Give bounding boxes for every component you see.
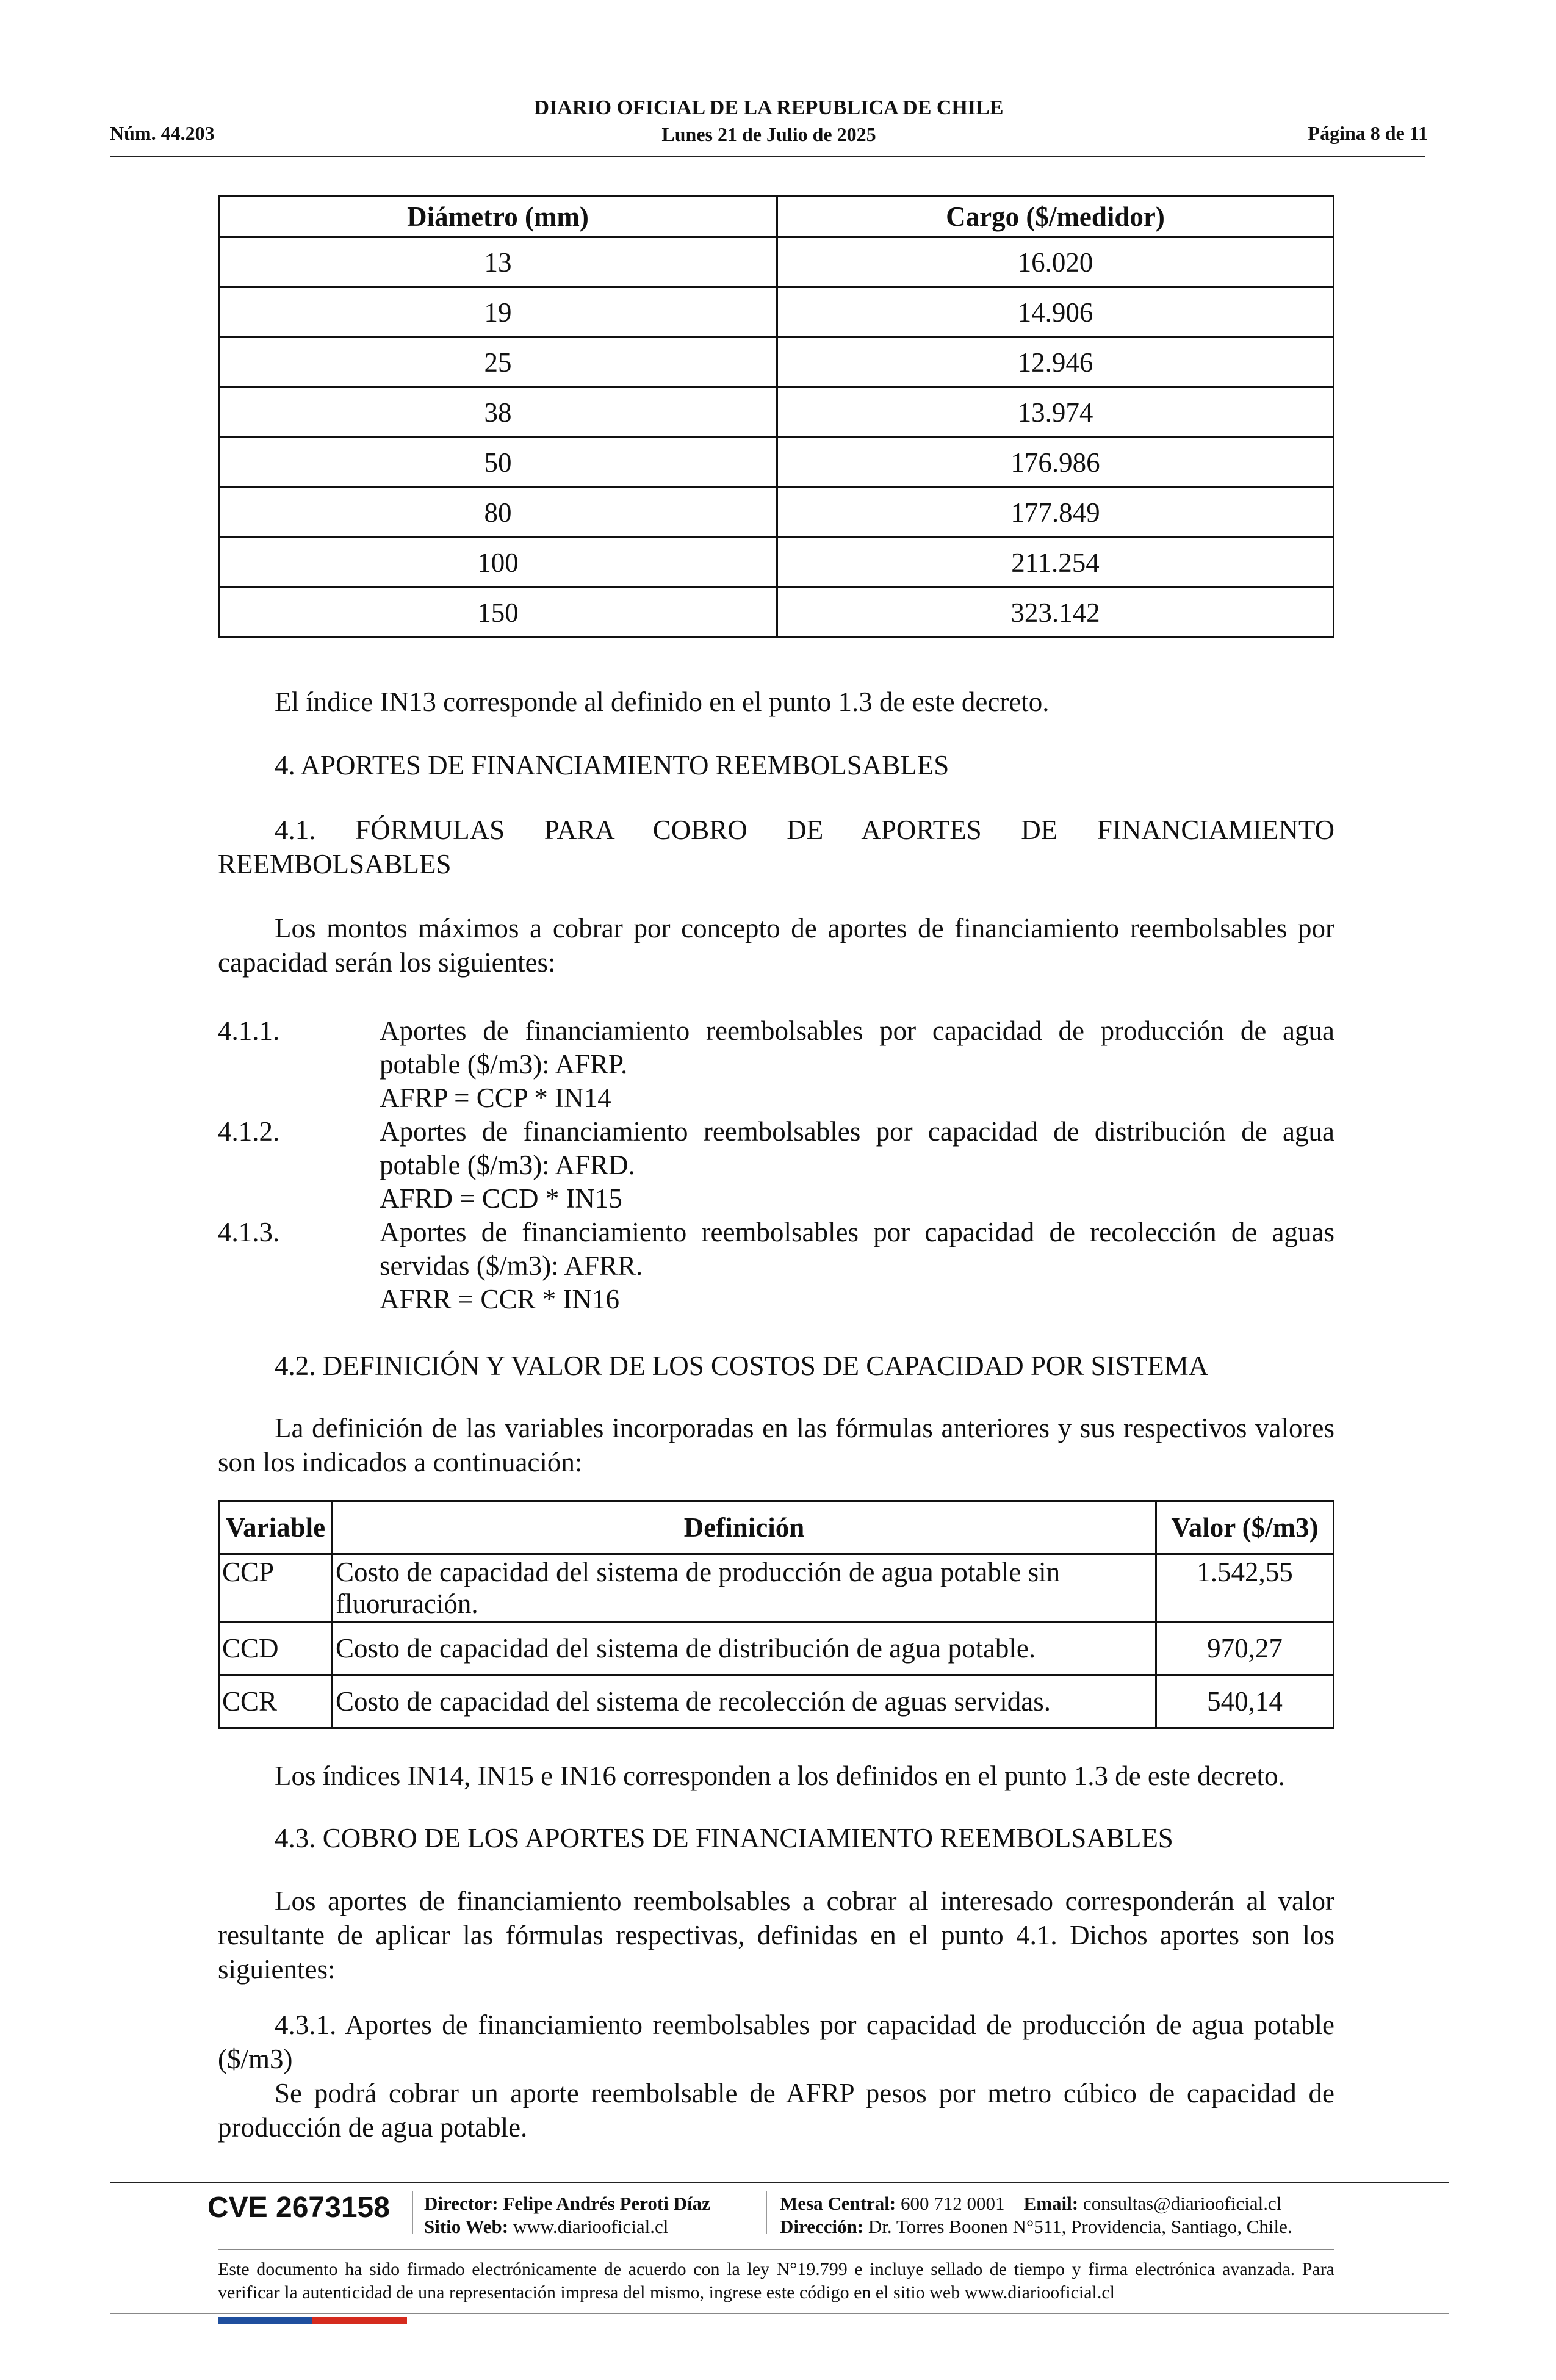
charge-cell: 211.254 bbox=[777, 538, 1334, 588]
section-4-2-heading: 4.2. DEFINICIÓN Y VALOR DE LOS COSTOS DE CAPACIDAD POR SISTEMA bbox=[275, 1350, 1209, 1381]
address-label: Dirección: bbox=[780, 2216, 864, 2237]
in13-note: El índice IN13 corresponde al definido en el punto 1.3 de este decreto. bbox=[275, 687, 1050, 717]
formula-description: Aportes de financiamiento reembolsables por capacidad de recolección de aguas servidas ($/m3): AFRR. bbox=[380, 1217, 1334, 1281]
address-value: Dr. Torres Boonen N°511, Providencia, Santiago, Chile. bbox=[868, 2216, 1292, 2237]
variable-cell: CCP bbox=[219, 1554, 333, 1622]
column-header-charge: Cargo ($/medidor) bbox=[777, 197, 1334, 237]
formula-number: 4.1.2. bbox=[218, 1116, 280, 1147]
table-row bbox=[219, 1554, 1334, 1622]
footer-separator bbox=[766, 2191, 767, 2234]
formula-description: Aportes de financiamiento reembolsables por capacidad de distribución de agua potable ($/m3): AFRD. bbox=[380, 1116, 1334, 1180]
formula-expression: AFRP = CCP * IN14 bbox=[380, 1083, 611, 1113]
value-cell: 1.542,55 bbox=[1156, 1554, 1334, 1622]
diameter-cell: 19 bbox=[219, 287, 777, 337]
definition-cell: Costo de capacidad del sistema de recolección de aguas servidas. bbox=[333, 1675, 1156, 1728]
table-row bbox=[219, 488, 1334, 538]
formula-expression: AFRD = CCD * IN15 bbox=[380, 1183, 622, 1214]
page-indicator: Página 8 de 11 bbox=[1308, 122, 1428, 144]
diameter-cell: 50 bbox=[219, 438, 777, 488]
table-row bbox=[219, 1622, 1334, 1675]
mesa-phone: 600 712 0001 bbox=[901, 2193, 1005, 2214]
flag-stripe-red bbox=[312, 2317, 407, 2324]
formula-number: 4.1.3. bbox=[218, 1217, 280, 1247]
footer-separator bbox=[412, 2191, 413, 2234]
formula-description: Aportes de financiamiento reembolsables por capacidad de producción de agua potable ($/m3): AFRP. bbox=[380, 1015, 1334, 1080]
footer-divider bbox=[110, 2182, 1449, 2183]
email-label: Email: bbox=[1023, 2193, 1079, 2214]
diameter-cell: 80 bbox=[219, 488, 777, 538]
section-4-1-intro: Los montos máximos a cobrar por concepto de aportes de financiamiento reembolsables por capacidad serán los siguientes: bbox=[218, 913, 1334, 978]
publication-title: DIARIO OFICIAL DE LA REPUBLICA DE CHILE bbox=[534, 96, 1004, 119]
value-cell: 970,27 bbox=[1156, 1622, 1334, 1675]
table-row bbox=[219, 1675, 1334, 1728]
column-header-diameter: Diámetro (mm) bbox=[219, 197, 777, 237]
email-link[interactable]: consultas@diariooficial.cl bbox=[1082, 2193, 1282, 2214]
definition-cell: Costo de capacidad del sistema de distribución de agua potable. bbox=[333, 1622, 1156, 1675]
cve-code: CVE 2673158 bbox=[207, 2191, 390, 2224]
charge-cell: 12.946 bbox=[777, 337, 1334, 388]
variable-cell: CCR bbox=[219, 1675, 333, 1728]
footer-director-block bbox=[424, 2192, 710, 2238]
table-row bbox=[219, 287, 1334, 337]
indices-note: Los índices IN14, IN15 e IN16 corresponden a los definidos en el punto 1.3 de este decreto. bbox=[275, 1761, 1285, 1791]
section-4-3-heading: 4.3. COBRO DE LOS APORTES DE FINANCIAMIENTO REEMBOLSABLES bbox=[275, 1823, 1173, 1853]
table-row bbox=[219, 337, 1334, 388]
charge-cell: 14.906 bbox=[777, 287, 1334, 337]
charge-cell: 177.849 bbox=[777, 488, 1334, 538]
value-cell: 540,14 bbox=[1156, 1675, 1334, 1728]
section-4-heading: 4. APORTES DE FINANCIAMIENTO REEMBOLSABLES bbox=[275, 750, 949, 781]
header-divider bbox=[110, 156, 1425, 157]
formula-expression: AFRR = CCR * IN16 bbox=[380, 1284, 619, 1314]
column-header-variable: Variable bbox=[219, 1501, 333, 1554]
section-4-2-intro: La definición de las variables incorporadas en las fórmulas anteriores y sus respectivos valores son los indicados a continuación: bbox=[218, 1413, 1334, 1477]
meter-charge-table bbox=[218, 195, 1334, 638]
charge-cell: 13.974 bbox=[777, 388, 1334, 438]
formula-number: 4.1.1. bbox=[218, 1015, 280, 1046]
diameter-cell: 13 bbox=[219, 237, 777, 287]
signature-note: Este documento ha sido firmado electrónicamente de acuerdo con la ley N°19.799 e incluye sellado de tiempo y firma electrónica avanzada. Para verificar la autenticidad de una representación impresa del mismo, ingrese este código en el sitio web www.diariooficial.cl bbox=[218, 2259, 1334, 2302]
item-4-3-1-heading: 4.3.1. Aportes de financiamiento reembolsables por capacidad de producción de agua potable ($/m3) bbox=[218, 2010, 1334, 2074]
footer-contact-block bbox=[780, 2192, 1292, 2238]
diameter-cell: 100 bbox=[219, 538, 777, 588]
charge-cell: 323.142 bbox=[777, 588, 1334, 638]
charge-cell: 16.020 bbox=[777, 237, 1334, 287]
diameter-cell: 150 bbox=[219, 588, 777, 638]
column-header-definition: Definición bbox=[333, 1501, 1156, 1554]
variable-cell: CCD bbox=[219, 1622, 333, 1675]
table-row bbox=[219, 438, 1334, 488]
publication-date: Lunes 21 de Julio de 2025 bbox=[661, 123, 876, 145]
director-name: Felipe Andrés Peroti Díaz bbox=[503, 2193, 710, 2214]
column-header-value: Valor ($/m3) bbox=[1156, 1501, 1334, 1554]
mesa-label: Mesa Central: bbox=[780, 2193, 896, 2214]
charge-cell: 176.986 bbox=[777, 438, 1334, 488]
table-header-row bbox=[219, 197, 1334, 237]
web-label: Sitio Web: bbox=[424, 2216, 509, 2237]
table-row bbox=[219, 588, 1334, 638]
issue-number: Núm. 44.203 bbox=[110, 122, 215, 144]
director-label: Director: bbox=[424, 2193, 499, 2214]
footer-inner-divider bbox=[218, 2249, 1334, 2250]
definition-cell: Costo de capacidad del sistema de producción de agua potable sin fluoruración. bbox=[333, 1554, 1156, 1622]
footer-bottom-divider bbox=[110, 2313, 1449, 2314]
table-header-row bbox=[219, 1501, 1334, 1554]
table-row bbox=[219, 538, 1334, 588]
section-4-3-intro: Los aportes de financiamiento reembolsables a cobrar al interesado corresponderán al valor resultante de aplicar las fórmulas respectivas, definidas en el punto 4.1. Dichos aportes son los siguientes: bbox=[218, 1886, 1334, 1985]
table-row bbox=[219, 388, 1334, 438]
diameter-cell: 38 bbox=[219, 388, 777, 438]
capacity-cost-table bbox=[218, 1500, 1334, 1729]
web-link[interactable]: www.diariooficial.cl bbox=[513, 2216, 669, 2237]
diameter-cell: 25 bbox=[219, 337, 777, 388]
flag-stripe-blue bbox=[218, 2317, 312, 2324]
section-4-1-heading: 4.1. FÓRMULAS PARA COBRO DE APORTES DE FINANCIAMIENTO REEMBOLSABLES bbox=[218, 815, 1334, 879]
item-4-3-1-body: Se podrá cobrar un aporte reembolsable de AFRP pesos por metro cúbico de capacidad de producción de agua potable. bbox=[218, 2078, 1334, 2143]
table-row bbox=[219, 237, 1334, 287]
